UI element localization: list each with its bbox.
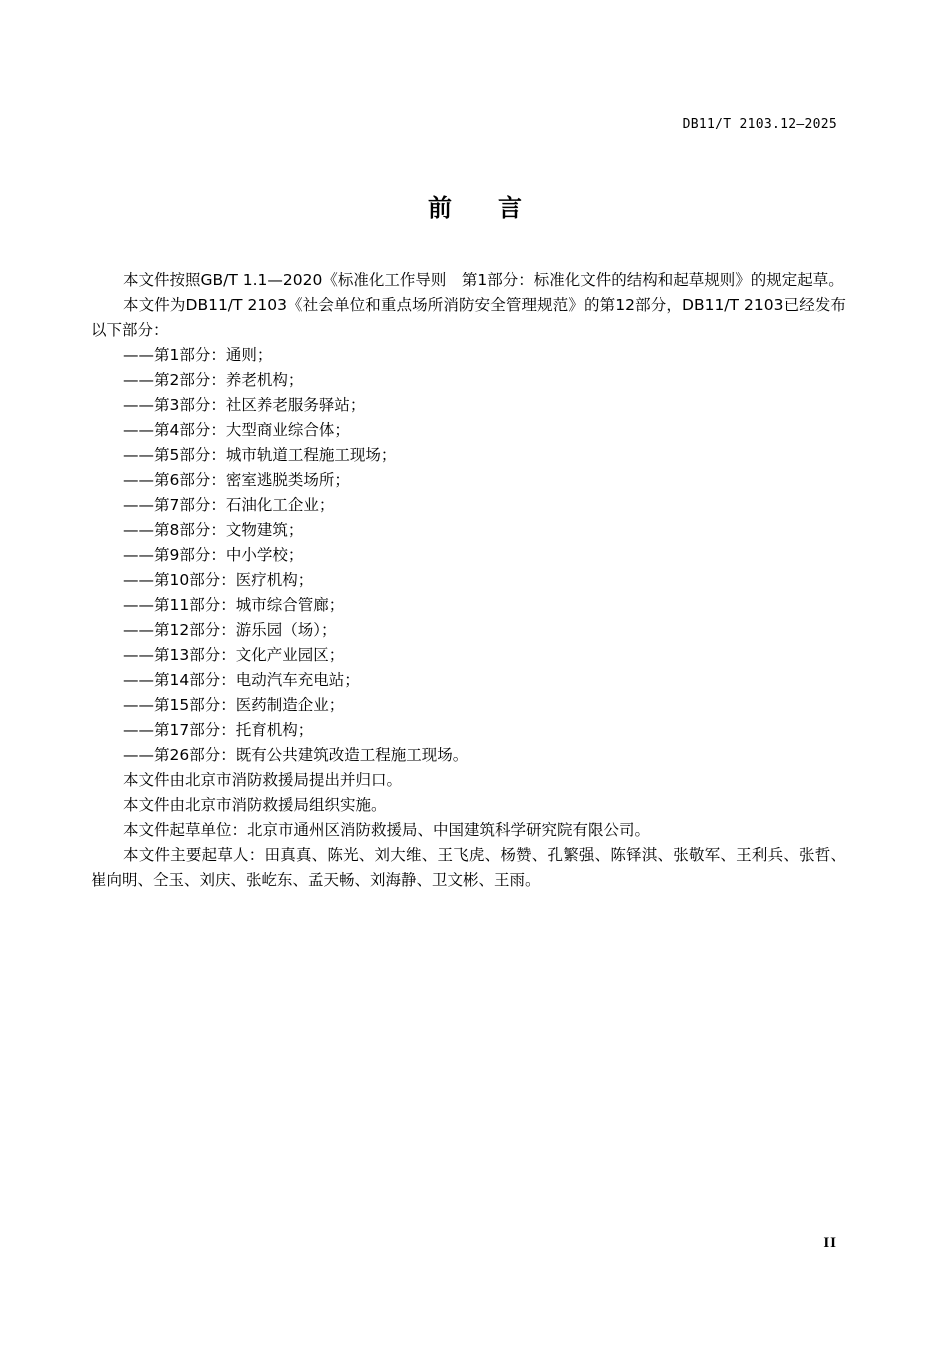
paragraph-drafting-units: 本文件起草单位：北京市通州区消防救援局、中国建筑科学研究院有限公司。 — [123, 821, 651, 839]
paragraph-series-intro: 本文件为DB11/T 2103《社会单位和重点场所消防安全管理规范》的第12部分，DB11/T 2103已经发布以下部分： — [91, 296, 846, 339]
list-item: ——第8部分：文物建筑； — [123, 521, 304, 539]
list-item: ——第3部分：社区养老服务驿站； — [123, 396, 366, 414]
parts-list — [91, 343, 846, 768]
list-item: ——第7部分：石油化工企业； — [123, 496, 335, 514]
list-item: ——第15部分：医药制造企业； — [123, 696, 345, 714]
list-item: ——第4部分：大型商业综合体； — [123, 421, 350, 439]
paragraph-drafting-rules: 本文件按照GB/T 1.1—2020《标准化工作导则 第1部分：标准化文件的结构和起草规则》的规定起草。 — [123, 271, 844, 289]
foreword-body — [91, 268, 846, 893]
list-item: ——第10部分：医疗机构； — [123, 571, 314, 589]
list-item: ——第14部分：电动汽车充电站； — [123, 671, 360, 689]
paragraph-drafters: 本文件主要起草人：田真真、陈光、刘大维、王飞虎、杨赞、孔繁强、陈铎淇、张敬军、王利兵、张哲、崔向明、仝玉、刘庆、张屹东、孟天畅、刘海静、卫文彬、王雨。 — [91, 846, 846, 889]
page-number: II — [823, 1235, 837, 1251]
list-item: ——第1部分：通则； — [123, 346, 273, 364]
list-item: ——第11部分：城市综合管廊； — [123, 596, 345, 614]
document-code-header: DB11/T 2103.12—2025 — [682, 117, 837, 132]
list-item: ——第17部分：托育机构； — [123, 721, 314, 739]
list-item: ——第2部分：养老机构； — [123, 371, 304, 389]
list-item: ——第13部分：文化产业园区； — [123, 646, 345, 664]
paragraph-implementer: 本文件由北京市消防救援局组织实施。 — [123, 796, 387, 814]
list-item: ——第12部分：游乐园（场）； — [123, 621, 337, 639]
paragraph-proposer: 本文件由北京市消防救援局提出并归口。 — [123, 771, 403, 789]
list-item: ——第5部分：城市轨道工程施工现场； — [123, 446, 397, 464]
list-item: ——第6部分：密室逃脱类场所； — [123, 471, 350, 489]
list-item: ——第26部分：既有公共建筑改造工程施工现场。 — [123, 746, 469, 764]
list-item: ——第9部分：中小学校； — [123, 546, 304, 564]
page-title: 前言 — [428, 194, 568, 222]
